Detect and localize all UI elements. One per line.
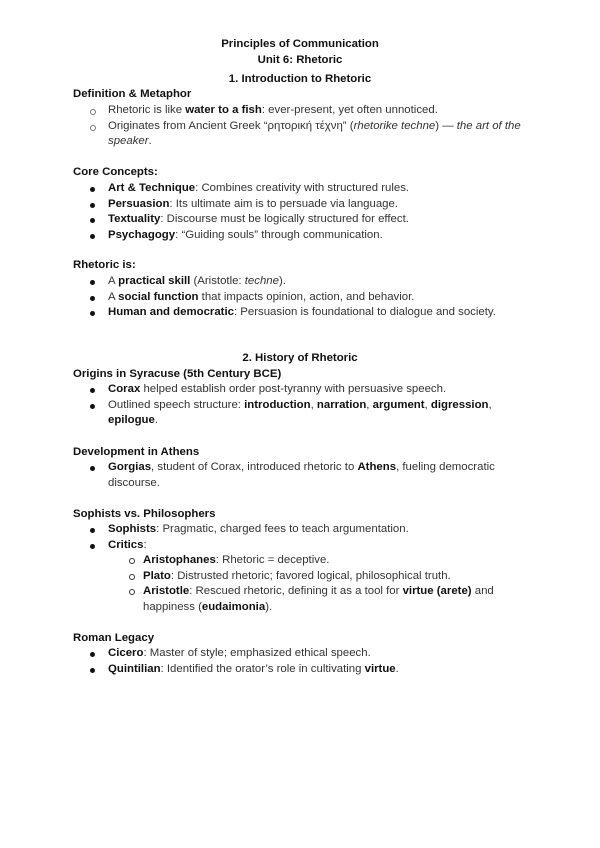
list-item: Outlined speech structure: introduction, narration, argument, digression, epilogue.	[73, 398, 533, 429]
list-item: Critics: Aristophanes: Rhetoric = deceptive. Plato: Distrusted rhetoric; favored logical, philosophical truth. Aristotle: Rescued rhetoric, defining it as a tool for virtue (arete) and happiness (eudaimonia).	[73, 538, 533, 616]
section-heading-introduction: 1. Introduction to Rhetoric	[228, 73, 372, 85]
list-item: Quintilian: Identified the orator’s role in cultivating virtue.	[73, 662, 533, 678]
list-item: Psychagogy: “Guiding souls” through communication.	[73, 228, 533, 244]
sublist-item: Aristophanes: Rhetoric = deceptive.	[108, 553, 533, 569]
subheading-sophists-philosophers: Sophists vs. Philosophers	[73, 508, 216, 520]
list-item: Human and democratic: Persuasion is foundational to dialogue and society.	[73, 305, 533, 321]
document-header	[0, 37, 600, 68]
list-item: Rhetoric is like water to a fish: ever-present, yet often unnoticed.	[73, 103, 533, 119]
sophists-list	[73, 522, 533, 615]
list-item: Art & Technique: Combines creativity with structured rules.	[73, 181, 533, 197]
list-item: A practical skill (Aristotle: techne).	[73, 274, 533, 290]
roman-list	[73, 646, 533, 677]
list-item: Textuality: Discourse must be logically structured for effect.	[73, 212, 533, 228]
section-heading-history: 2. History of Rhetoric	[242, 352, 358, 364]
syracuse-list	[73, 382, 533, 429]
core-concepts-list	[73, 181, 533, 243]
definition-list	[73, 103, 533, 150]
list-item: Sophists: Pragmatic, charged fees to teach argumentation.	[73, 522, 533, 538]
subheading-rhetoric-is: Rhetoric is:	[73, 259, 136, 271]
list-item: Cicero: Master of style; emphasized ethical speech.	[73, 646, 533, 662]
sublist-item: Plato: Distrusted rhetoric; favored logical, philosophical truth.	[108, 569, 533, 585]
document-title: Principles of Communication	[221, 38, 379, 50]
subheading-roman-legacy: Roman Legacy	[73, 632, 155, 644]
list-item: Gorgias, student of Corax, introduced rhetoric to Athens, fueling democratic discourse.	[73, 460, 533, 491]
subheading-definition-metaphor: Definition & Metaphor	[73, 88, 192, 100]
subheading-origins-syracuse: Origins in Syracuse (5th Century BCE)	[73, 368, 282, 380]
list-item: A social function that impacts opinion, action, and behavior.	[73, 290, 533, 306]
list-item: Persuasion: Its ultimate aim is to persuade via language.	[73, 197, 533, 213]
rhetoric-is-list	[73, 274, 533, 321]
critics-sublist	[108, 553, 533, 615]
document-subtitle: Unit 6: Rhetoric	[257, 53, 343, 66]
sublist-item: Aristotle: Rescued rhetoric, defining it as a tool for virtue (arete) and happiness (eudaimonia).	[108, 584, 533, 615]
subheading-development-athens: Development in Athens	[73, 446, 200, 458]
subheading-core-concepts: Core Concepts:	[73, 166, 158, 178]
list-item: Originates from Ancient Greek “ρητορική τέχνη” (rhetorike techne) — the art of the speaker.	[73, 119, 533, 150]
list-item: Corax helped establish order post-tyranny with persuasive speech.	[73, 382, 533, 398]
athens-list	[73, 460, 533, 491]
